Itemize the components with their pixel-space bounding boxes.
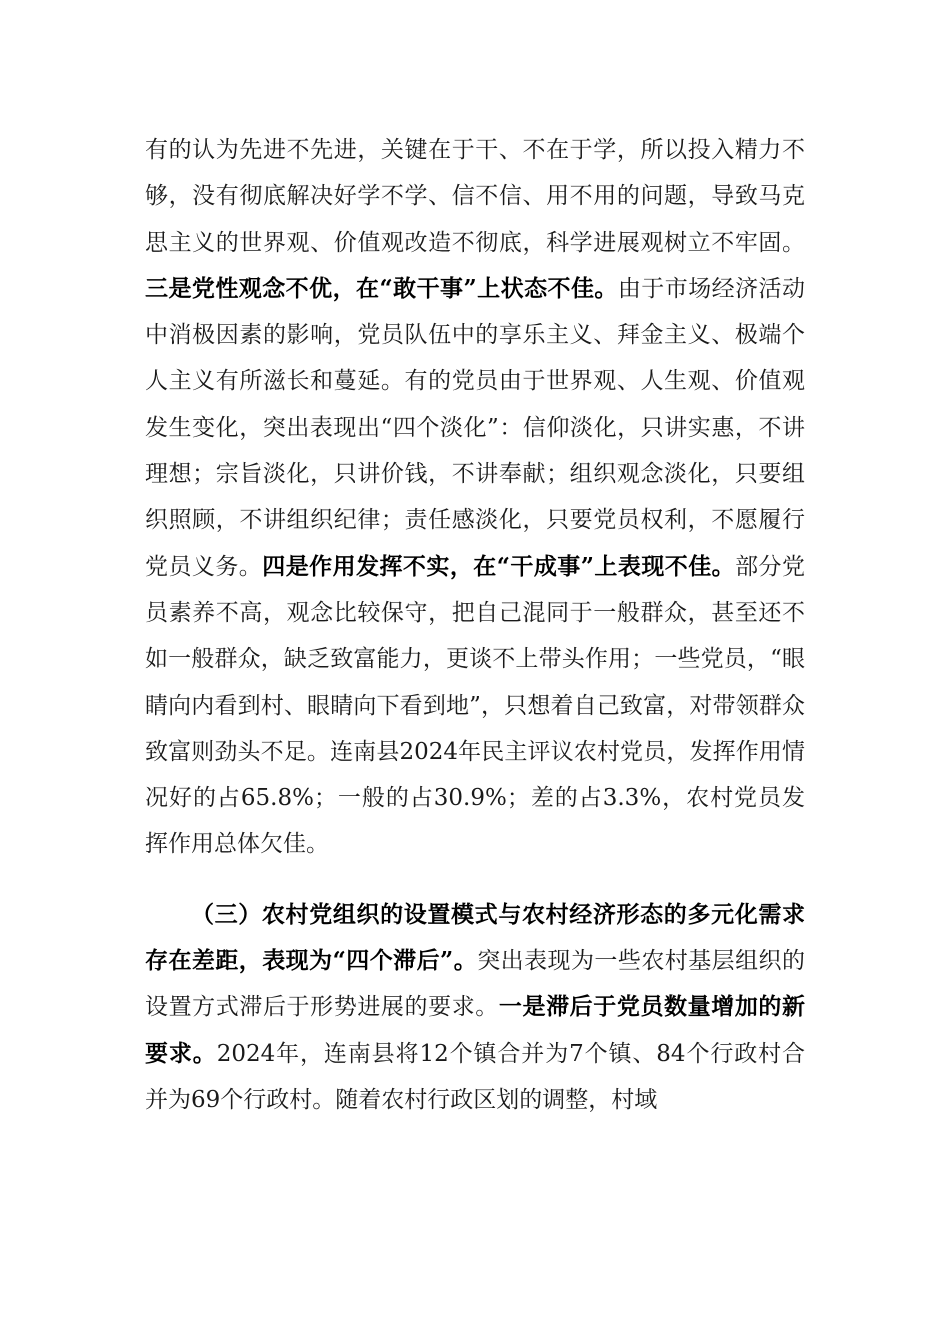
paragraph-1-text-c: 部分党员素养不高，观念比较保守，把自己混同于一般群众，甚至还不如一般群众，缺乏致富能力，更谈不上带头作用；一些党员，“眼睛向内看到村、眼睛向下看到地”，只想着自己致富，对带领群众致富则劲头不足。连南县2024年民主评议农村党员，发挥作用情况好的占65.8%；一般的占30.9%；差的占3.3%，农村党员发挥作用总体欠佳。 — [145, 553, 806, 858]
paragraph-2-bold-heading-one: 一是滞后于党员数量增加的新要求。 — [145, 993, 806, 1067]
paragraph-1-text-a: 有的认为先进不先进，关键在于干、不在于学，所以投入精力不够，没有彻底解决好学不学、信不信、用不用的问题，导致马克思主义的世界观、价值观改造不彻底，科学进展观树立不牢固。 — [145, 137, 805, 256]
paragraph-1-bold-heading-three: 三是党性观念不优，在“敢干事”上状态不佳。 — [145, 274, 618, 302]
paragraph-1-bold-heading-four: 四是作用发挥不实，在“干成事”上表现不佳。 — [262, 552, 736, 580]
paragraph-2-text-b: 2024年，连南县将12个镇合并为7个镇、84个行政村合并为69个行政村。随着农村行政区划的调整，村域 — [145, 1040, 806, 1113]
paragraph-2 — [145, 892, 805, 1123]
paragraph-2-text-a: 突出表现为一些农村基层组织的设置方式滞后于形势进展的要求。 — [145, 948, 806, 1021]
paragraph-1-text-b: 由于市场经济活动中消极因素的影响，党员队伍中的享乐主义、拜金主义、极端个人主义有所滋长和蔓延。有的党员由于世界观、人生观、价值观发生变化，突出表现出“四个淡化”：信仰淡化，只讲实惠，不讲理想；宗旨淡化，只讲价钱，不讲奉献；组织观念淡化，只要组织照顾，不讲组织纪律；责任感淡化，只要党员权利，不愿履行党员义务。 — [145, 275, 805, 580]
document-page — [145, 127, 805, 1123]
paragraph-2-section-heading: （三）农村党组织的设置模式与农村经济形态的多元化需求存在差距，表现为“四个滞后”。 — [145, 900, 805, 975]
paragraph-1 — [145, 127, 805, 868]
